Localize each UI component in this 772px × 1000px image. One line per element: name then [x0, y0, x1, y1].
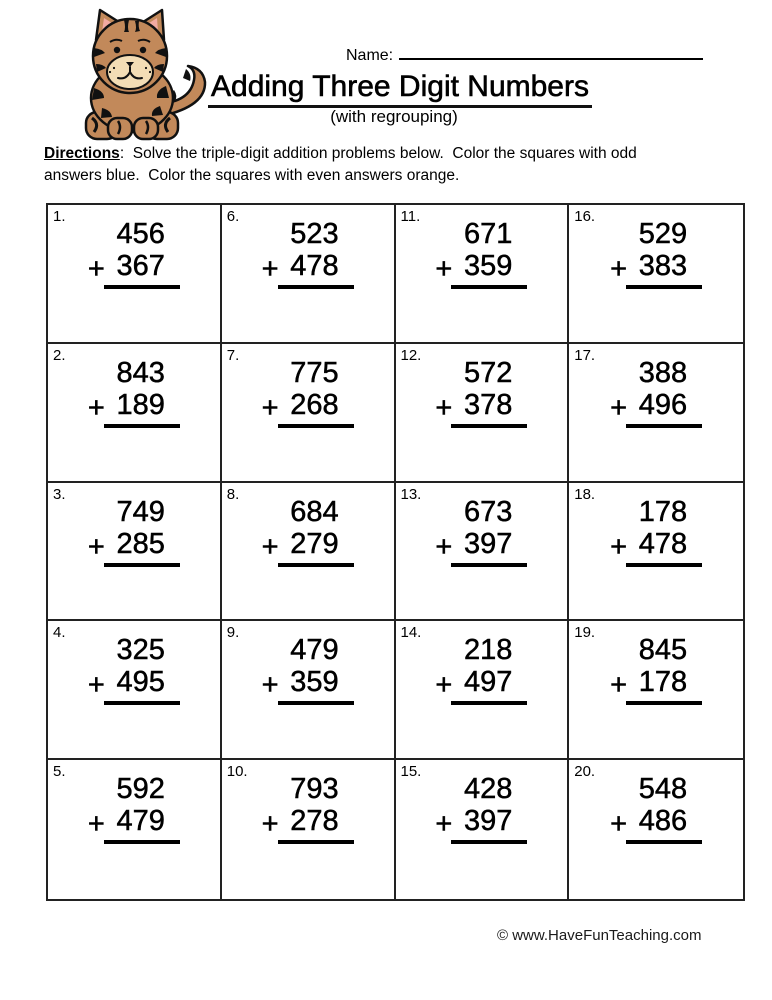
problem-cell-17 [569, 344, 743, 483]
addend-2: 279 [290, 527, 339, 560]
addend-1: 428 [463, 773, 513, 806]
addend-1: 388 [638, 356, 688, 389]
problem-number: 13. [400, 485, 422, 503]
addend-2: 496 [638, 388, 688, 421]
answer-line [278, 285, 354, 289]
addend-2: 479 [116, 805, 165, 838]
problem-number: 14. [400, 624, 422, 642]
addition-problem [262, 218, 354, 289]
problem-number: 17. [574, 346, 596, 364]
directions-label: Directions [44, 145, 120, 162]
answer-line [451, 285, 527, 289]
addend-2: 478 [290, 250, 339, 282]
addend-1: 671 [463, 218, 513, 250]
addition-problem [435, 218, 527, 289]
plus-sign: + [435, 391, 453, 424]
plus-sign: + [87, 808, 105, 841]
addend-2: 478 [638, 527, 688, 560]
addend-2: 397 [463, 805, 513, 838]
addend-1: 548 [638, 773, 688, 806]
plus-sign: + [435, 669, 453, 702]
answer-line [104, 285, 180, 289]
answer-line [626, 285, 702, 289]
addend-2: 397 [463, 527, 513, 560]
answer-line [451, 701, 527, 705]
problem-number: 8. [226, 485, 240, 503]
addend-2: 497 [463, 666, 513, 699]
addition-problem [435, 357, 527, 428]
addition-problem [262, 357, 354, 428]
answer-line [104, 424, 180, 428]
answer-line [104, 701, 180, 705]
addend-1: 673 [463, 495, 513, 528]
addition-problem [88, 357, 180, 428]
answer-line [626, 840, 702, 844]
plus-sign: + [261, 669, 279, 702]
plus-sign: + [610, 530, 628, 563]
problem-number: 20. [574, 763, 596, 781]
problem-number: 2. [53, 346, 66, 364]
answer-line [451, 840, 527, 844]
plus-sign: + [261, 808, 279, 841]
problem-number: 18. [574, 485, 596, 503]
addend-2: 383 [638, 250, 688, 282]
problem-cell-9 [222, 621, 396, 760]
answer-line [278, 424, 354, 428]
problem-cell-10 [222, 760, 396, 899]
answer-line [104, 840, 180, 844]
problem-number: 16. [574, 208, 596, 225]
addend-2: 278 [290, 805, 339, 838]
problem-cell-3 [48, 483, 222, 622]
plus-sign: + [435, 530, 453, 563]
addend-2: 359 [290, 666, 339, 699]
answer-line [626, 701, 702, 705]
addition-problem [610, 218, 702, 289]
problem-number: 9. [226, 624, 240, 642]
answer-line [278, 701, 354, 705]
addend-2: 359 [463, 250, 513, 282]
addend-1: 775 [290, 356, 339, 389]
answer-line [626, 563, 702, 567]
problem-cell-2 [48, 344, 222, 483]
problem-cell-18 [569, 483, 743, 622]
page-title: Adding Three Digit Numbers [208, 70, 592, 108]
addition-problem [610, 773, 702, 844]
addition-problem [610, 634, 702, 705]
problems-grid [46, 203, 745, 901]
plus-sign: + [610, 253, 628, 285]
addition-problem [262, 496, 354, 567]
addition-problem [435, 773, 527, 844]
addend-2: 486 [638, 805, 688, 838]
addend-2: 495 [116, 666, 165, 699]
addend-2: 367 [116, 250, 165, 282]
addend-1: 684 [290, 495, 339, 528]
page-subtitle: (with regrouping) [330, 107, 458, 126]
plus-sign: + [610, 669, 628, 702]
directions-line2: answers blue. Color the squares with even answers orange. [44, 166, 460, 184]
answer-line [451, 563, 527, 567]
addend-2: 189 [116, 388, 165, 421]
addend-1: 749 [116, 495, 165, 528]
addend-1: 572 [463, 356, 513, 389]
addend-1: 843 [116, 356, 165, 389]
plus-sign: + [261, 253, 279, 285]
problem-number: 19. [574, 624, 596, 642]
addition-problem [88, 773, 180, 844]
problem-number: 12. [400, 346, 422, 364]
answer-line [626, 424, 702, 428]
addend-1: 456 [116, 218, 165, 250]
name-row [346, 42, 703, 65]
problem-cell-16 [569, 205, 743, 344]
addend-1: 178 [638, 495, 688, 528]
addend-1: 325 [116, 634, 165, 667]
problem-cell-11 [396, 205, 570, 344]
problem-number: 4. [53, 624, 66, 642]
plus-sign: + [435, 253, 453, 285]
addition-problem [88, 218, 180, 289]
addend-1: 479 [290, 634, 339, 667]
answer-line [278, 563, 354, 567]
addend-1: 845 [638, 634, 688, 667]
addend-2: 268 [290, 388, 339, 421]
plus-sign: + [87, 530, 105, 563]
problem-number: 1. [53, 208, 66, 225]
plus-sign: + [87, 669, 105, 702]
addend-1: 523 [290, 218, 339, 250]
addend-1: 218 [463, 634, 513, 667]
addition-problem [435, 496, 527, 567]
problem-number: 3. [53, 485, 66, 503]
addend-2: 378 [463, 388, 513, 421]
problem-cell-20 [569, 760, 743, 899]
answer-line [278, 840, 354, 844]
addend-1: 529 [638, 218, 688, 250]
problem-number: 10. [226, 763, 248, 781]
name-blank-line [399, 42, 703, 60]
problem-cell-12 [396, 344, 570, 483]
problem-cell-4 [48, 621, 222, 760]
addition-problem [610, 496, 702, 567]
plus-sign: + [87, 253, 105, 285]
addition-problem [262, 634, 354, 705]
addend-1: 592 [116, 773, 165, 806]
problem-cell-7 [222, 344, 396, 483]
problem-cell-8 [222, 483, 396, 622]
plus-sign: + [261, 391, 279, 424]
addition-problem [88, 496, 180, 567]
problem-cell-1 [48, 205, 222, 344]
answer-line [104, 563, 180, 567]
plus-sign: + [610, 808, 628, 841]
problem-number: 5. [53, 763, 66, 781]
addend-1: 793 [290, 773, 339, 806]
directions-line1: : Solve the triple-digit addition problems below. Color the squares with odd [119, 145, 637, 162]
plus-sign: + [435, 808, 453, 841]
plus-sign: + [261, 530, 279, 563]
addition-problem [262, 773, 354, 844]
addition-problem [435, 634, 527, 705]
problem-cell-5 [48, 760, 222, 899]
addend-2: 285 [116, 527, 165, 560]
name-label: Name: [346, 47, 394, 64]
problem-number: 11. [400, 208, 421, 225]
problem-cell-15 [396, 760, 570, 899]
problem-number: 15. [400, 763, 422, 781]
addition-problem [610, 357, 702, 428]
problem-cell-6 [222, 205, 396, 344]
plus-sign: + [87, 391, 105, 424]
problem-cell-19 [569, 621, 743, 760]
problem-number: 7. [226, 346, 240, 364]
addend-2: 178 [638, 666, 688, 699]
addition-problem [88, 634, 180, 705]
problem-cell-13 [396, 483, 570, 622]
directions-text [44, 143, 744, 186]
problem-cell-14 [396, 621, 570, 760]
copyright-footer: © www.HaveFunTeaching.com [497, 927, 702, 944]
plus-sign: + [610, 391, 628, 424]
answer-line [451, 424, 527, 428]
problem-number: 6. [226, 208, 240, 225]
